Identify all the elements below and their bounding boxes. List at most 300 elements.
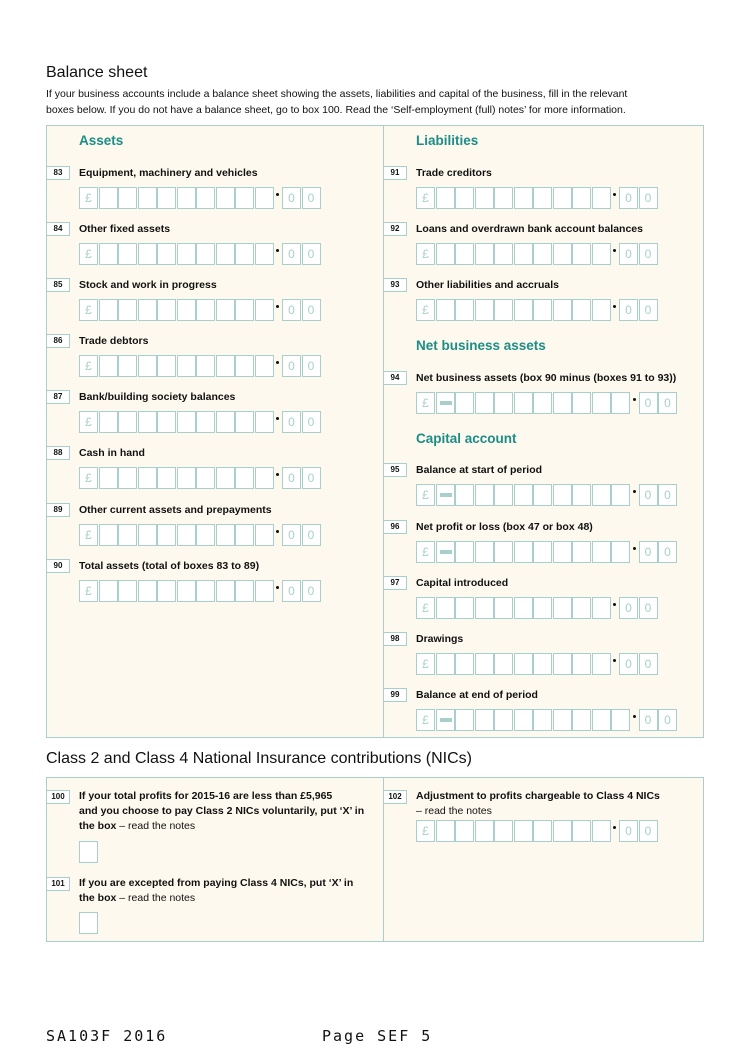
box-number-102: 102 xyxy=(383,790,407,804)
pence-box: 0 xyxy=(282,411,301,433)
pence-box: 0 xyxy=(282,299,301,321)
page-number: Page SEF 5 xyxy=(322,1027,433,1045)
pence-box: 0 xyxy=(302,467,321,489)
pound-digit-box[interactable] xyxy=(553,541,572,563)
field-84 xyxy=(46,222,356,272)
pound-digit-box[interactable] xyxy=(533,187,552,209)
pound-digit-box[interactable] xyxy=(436,243,455,265)
pound-digit-box[interactable] xyxy=(592,392,611,414)
pound-digit-box[interactable] xyxy=(611,484,630,506)
decimal-point-icon xyxy=(276,586,279,589)
currency-symbol-box: £ xyxy=(79,243,98,265)
currency-symbol-box: £ xyxy=(79,187,98,209)
minus-sign-icon xyxy=(440,493,452,497)
pound-digit-box[interactable] xyxy=(196,580,215,602)
pound-digit-box[interactable] xyxy=(533,484,552,506)
pound-digit-box[interactable] xyxy=(494,187,513,209)
pound-digit-box[interactable] xyxy=(592,187,611,209)
pound-digit-box[interactable] xyxy=(553,709,572,731)
pence-box: 0 xyxy=(619,299,638,321)
currency-symbol-box: £ xyxy=(416,187,435,209)
pence-box: 0 xyxy=(302,411,321,433)
pound-digit-box[interactable] xyxy=(475,243,494,265)
field-98 xyxy=(383,632,693,682)
question-102-line-2: – read the notes xyxy=(416,805,492,817)
pound-digit-box[interactable] xyxy=(255,580,274,602)
pound-digit-box[interactable] xyxy=(436,187,455,209)
pound-digit-box[interactable] xyxy=(572,187,591,209)
pound-digit-box[interactable] xyxy=(611,392,630,414)
pound-digit-box[interactable] xyxy=(553,820,572,842)
minus-sign-box[interactable] xyxy=(436,484,455,506)
pound-digit-box[interactable] xyxy=(235,411,254,433)
pence-box: 0 xyxy=(619,597,638,619)
pence-box: 0 xyxy=(658,709,677,731)
pound-digit-box[interactable] xyxy=(99,524,118,546)
box-number-101: 101 xyxy=(46,877,70,891)
pound-digit-box[interactable] xyxy=(177,580,196,602)
pound-digit-box[interactable] xyxy=(177,524,196,546)
question-100-line-3 xyxy=(79,819,364,834)
pound-digit-box[interactable] xyxy=(216,411,235,433)
pound-digit-box[interactable] xyxy=(455,541,474,563)
pound-digit-box[interactable] xyxy=(216,243,235,265)
pound-digit-box[interactable] xyxy=(177,243,196,265)
pound-digit-box[interactable] xyxy=(235,187,254,209)
pound-digit-box[interactable] xyxy=(255,524,274,546)
pence-box: 0 xyxy=(658,541,677,563)
pound-digit-box[interactable] xyxy=(455,653,474,675)
minus-sign-box[interactable] xyxy=(436,541,455,563)
pound-digit-box[interactable] xyxy=(118,299,137,321)
pound-digit-box[interactable] xyxy=(235,467,254,489)
pound-digit-box[interactable] xyxy=(533,709,552,731)
pound-digit-box[interactable] xyxy=(533,392,552,414)
field-99 xyxy=(383,688,693,738)
pound-digit-box[interactable] xyxy=(196,299,215,321)
pence-box: 0 xyxy=(282,580,301,602)
pound-digit-box[interactable] xyxy=(118,355,137,377)
pound-digit-box[interactable] xyxy=(572,541,591,563)
pound-digit-box[interactable] xyxy=(592,299,611,321)
field-102-amount xyxy=(383,806,693,846)
currency-symbol-box: £ xyxy=(79,580,98,602)
pound-digit-box[interactable] xyxy=(592,484,611,506)
pound-digit-box[interactable] xyxy=(177,355,196,377)
pound-digit-box[interactable] xyxy=(196,467,215,489)
pound-digit-box[interactable] xyxy=(436,820,455,842)
pound-digit-box[interactable] xyxy=(455,187,474,209)
box-number: 93 xyxy=(383,278,407,292)
pound-digit-box[interactable] xyxy=(216,580,235,602)
pound-digit-box[interactable] xyxy=(118,187,137,209)
question-100-bold: the box xyxy=(79,820,117,832)
box-number: 89 xyxy=(46,503,70,517)
pence-box: 0 xyxy=(282,355,301,377)
field-label: Net profit or loss (box 47 or box 48) xyxy=(416,521,593,533)
pound-digit-box[interactable] xyxy=(475,597,494,619)
pound-digit-box[interactable] xyxy=(138,243,157,265)
pound-digit-box[interactable] xyxy=(235,355,254,377)
field-96 xyxy=(383,520,693,570)
pence-box: 0 xyxy=(639,392,658,414)
currency-symbol-box: £ xyxy=(416,243,435,265)
pound-digit-box[interactable] xyxy=(572,243,591,265)
pound-digit-box[interactable] xyxy=(157,187,176,209)
pence-box: 0 xyxy=(302,524,321,546)
pound-digit-box[interactable] xyxy=(514,597,533,619)
currency-symbol-box: £ xyxy=(79,355,98,377)
pence-box: 0 xyxy=(619,243,638,265)
net-business-assets-heading: Net business assets xyxy=(416,338,546,353)
pound-digit-box[interactable] xyxy=(553,299,572,321)
pound-digit-box[interactable] xyxy=(216,467,235,489)
pound-digit-box[interactable] xyxy=(177,299,196,321)
pound-digit-box[interactable] xyxy=(475,820,494,842)
decimal-point-icon xyxy=(613,193,616,196)
box-number: 83 xyxy=(46,166,70,180)
pound-digit-box[interactable] xyxy=(255,467,274,489)
nics-title: Class 2 and Class 4 National Insurance contributions (NICs) xyxy=(46,750,472,767)
pound-digit-box[interactable] xyxy=(177,187,196,209)
pound-digit-box[interactable] xyxy=(514,709,533,731)
pound-digit-box[interactable] xyxy=(553,243,572,265)
decimal-point-icon xyxy=(633,715,636,718)
pound-digit-box[interactable] xyxy=(475,299,494,321)
pound-digit-box[interactable] xyxy=(553,653,572,675)
pound-digit-box[interactable] xyxy=(216,355,235,377)
pound-digit-box[interactable] xyxy=(455,299,474,321)
pound-digit-box[interactable] xyxy=(475,653,494,675)
currency-symbol-box: £ xyxy=(416,541,435,563)
pound-digit-box[interactable] xyxy=(533,541,552,563)
box-number: 88 xyxy=(46,446,70,460)
field-95 xyxy=(383,463,693,513)
field-91 xyxy=(383,166,693,216)
field-86 xyxy=(46,334,356,384)
pound-digit-box[interactable] xyxy=(455,709,474,731)
pound-digit-box[interactable] xyxy=(235,243,254,265)
pound-digit-box[interactable] xyxy=(138,299,157,321)
pound-digit-box[interactable] xyxy=(99,411,118,433)
pound-digit-box[interactable] xyxy=(553,484,572,506)
pound-digit-box[interactable] xyxy=(553,392,572,414)
pound-digit-box[interactable] xyxy=(157,411,176,433)
pound-digit-box[interactable] xyxy=(533,597,552,619)
pound-digit-box[interactable] xyxy=(455,243,474,265)
pound-digit-box[interactable] xyxy=(157,467,176,489)
pound-digit-box[interactable] xyxy=(592,541,611,563)
pence-box: 0 xyxy=(639,597,658,619)
field-89 xyxy=(46,503,356,553)
pound-digit-box[interactable] xyxy=(436,653,455,675)
box-number: 95 xyxy=(383,463,407,477)
pence-box: 0 xyxy=(282,243,301,265)
currency-symbol-box: £ xyxy=(416,597,435,619)
pound-digit-box[interactable] xyxy=(157,580,176,602)
field-label: Other liabilities and accruals xyxy=(416,279,559,291)
pence-box: 0 xyxy=(302,187,321,209)
pound-digit-box[interactable] xyxy=(494,484,513,506)
pound-digit-box[interactable] xyxy=(514,187,533,209)
field-label: Drawings xyxy=(416,633,464,645)
pound-digit-box[interactable] xyxy=(572,299,591,321)
pound-digit-box[interactable] xyxy=(99,467,118,489)
pound-digit-box[interactable] xyxy=(475,392,494,414)
field-label: Trade creditors xyxy=(416,167,492,179)
currency-symbol-box: £ xyxy=(79,299,98,321)
pence-box: 0 xyxy=(658,484,677,506)
currency-symbol-box: £ xyxy=(79,467,98,489)
pound-digit-box[interactable] xyxy=(514,392,533,414)
pound-digit-box[interactable] xyxy=(455,820,474,842)
pence-box: 0 xyxy=(658,392,677,414)
decimal-point-icon xyxy=(633,398,636,401)
pound-digit-box[interactable] xyxy=(138,411,157,433)
pence-box: 0 xyxy=(282,187,301,209)
pound-digit-box[interactable] xyxy=(475,187,494,209)
balance-sheet-intro xyxy=(46,86,706,118)
pound-digit-box[interactable] xyxy=(157,524,176,546)
pound-digit-box[interactable] xyxy=(592,653,611,675)
decimal-point-icon xyxy=(613,305,616,308)
pound-digit-box[interactable] xyxy=(99,243,118,265)
currency-symbol-box: £ xyxy=(416,820,435,842)
field-94 xyxy=(383,371,693,421)
question-100-notes: – read the notes xyxy=(116,820,196,832)
box-number: 91 xyxy=(383,166,407,180)
pence-box: 0 xyxy=(302,580,321,602)
pence-box: 0 xyxy=(639,484,658,506)
field-label: Other current assets and prepayments xyxy=(79,504,272,516)
pound-digit-box[interactable] xyxy=(255,411,274,433)
pound-digit-box[interactable] xyxy=(553,187,572,209)
pound-digit-box[interactable] xyxy=(592,597,611,619)
box-number: 90 xyxy=(46,559,70,573)
decimal-point-icon xyxy=(613,659,616,662)
pound-digit-box[interactable] xyxy=(99,187,118,209)
pound-digit-box[interactable] xyxy=(235,580,254,602)
question-102-line-1: Adjustment to profits chargeable to Class 4 NICs xyxy=(416,790,660,802)
pound-digit-box[interactable] xyxy=(533,820,552,842)
pound-digit-box[interactable] xyxy=(196,243,215,265)
field-label: Loans and overdrawn bank account balances xyxy=(416,223,643,235)
pound-digit-box[interactable] xyxy=(553,597,572,619)
pound-digit-box[interactable] xyxy=(475,541,494,563)
box-number: 85 xyxy=(46,278,70,292)
pence-box: 0 xyxy=(639,541,658,563)
assets-heading: Assets xyxy=(79,133,124,148)
pound-digit-box[interactable] xyxy=(216,187,235,209)
pence-box: 0 xyxy=(639,187,658,209)
pound-digit-box[interactable] xyxy=(611,541,630,563)
pound-digit-box[interactable] xyxy=(533,243,552,265)
pound-digit-box[interactable] xyxy=(494,597,513,619)
pound-digit-box[interactable] xyxy=(196,524,215,546)
pound-digit-box[interactable] xyxy=(255,187,274,209)
currency-symbol-box: £ xyxy=(416,653,435,675)
pound-digit-box[interactable] xyxy=(592,820,611,842)
pound-digit-box[interactable] xyxy=(118,411,137,433)
pound-digit-box[interactable] xyxy=(157,355,176,377)
minus-sign-box[interactable] xyxy=(436,392,455,414)
pound-digit-box[interactable] xyxy=(255,243,274,265)
pound-digit-box[interactable] xyxy=(255,355,274,377)
pound-digit-box[interactable] xyxy=(494,392,513,414)
class-2-voluntary-checkbox[interactable] xyxy=(79,841,98,863)
pound-digit-box[interactable] xyxy=(494,709,513,731)
pound-digit-box[interactable] xyxy=(196,355,215,377)
field-label: Capital introduced xyxy=(416,577,509,589)
box-number: 99 xyxy=(383,688,407,702)
field-label: Balance at start of period xyxy=(416,464,543,476)
pound-digit-box[interactable] xyxy=(514,299,533,321)
pound-digit-box[interactable] xyxy=(494,243,513,265)
pound-digit-box[interactable] xyxy=(138,467,157,489)
minus-sign-box[interactable] xyxy=(436,709,455,731)
pound-digit-box[interactable] xyxy=(436,597,455,619)
decimal-point-icon xyxy=(276,193,279,196)
pound-digit-box[interactable] xyxy=(592,243,611,265)
pound-digit-box[interactable] xyxy=(572,484,591,506)
pound-digit-box[interactable] xyxy=(455,392,474,414)
pound-digit-box[interactable] xyxy=(514,484,533,506)
capital-account-heading: Capital account xyxy=(416,431,517,446)
pound-digit-box[interactable] xyxy=(533,653,552,675)
pound-digit-box[interactable] xyxy=(592,709,611,731)
decimal-point-icon xyxy=(613,249,616,252)
field-label: Equipment, machinery and vehicles xyxy=(79,167,258,179)
minus-sign-icon xyxy=(440,718,452,722)
balance-sheet-title: Balance sheet xyxy=(46,64,148,81)
pound-digit-box[interactable] xyxy=(235,299,254,321)
pence-box: 0 xyxy=(302,355,321,377)
pound-digit-box[interactable] xyxy=(494,299,513,321)
field-label: Balance at end of period xyxy=(416,689,538,701)
decimal-point-icon xyxy=(276,249,279,252)
pound-digit-box[interactable] xyxy=(138,355,157,377)
class-4-excepted-checkbox[interactable] xyxy=(79,912,98,934)
question-101-notes: – read the notes xyxy=(116,892,196,904)
pound-digit-box[interactable] xyxy=(572,597,591,619)
field-97 xyxy=(383,576,693,626)
pound-digit-box[interactable] xyxy=(255,299,274,321)
pence-box: 0 xyxy=(639,243,658,265)
pound-digit-box[interactable] xyxy=(514,653,533,675)
pence-box: 0 xyxy=(639,709,658,731)
pence-box: 0 xyxy=(639,299,658,321)
decimal-point-icon xyxy=(633,547,636,550)
currency-symbol-box: £ xyxy=(416,484,435,506)
currency-symbol-box: £ xyxy=(416,392,435,414)
box-number: 96 xyxy=(383,520,407,534)
pence-box: 0 xyxy=(639,820,658,842)
decimal-point-icon xyxy=(276,305,279,308)
form-code: SA103F 2016 xyxy=(46,1027,168,1045)
pound-digit-box[interactable] xyxy=(436,299,455,321)
field-label: Bank/building society balances xyxy=(79,391,236,403)
pound-digit-box[interactable] xyxy=(177,411,196,433)
currency-symbol-box: £ xyxy=(79,411,98,433)
pound-digit-box[interactable] xyxy=(494,541,513,563)
pound-digit-box[interactable] xyxy=(494,653,513,675)
intro-line-1: If your business accounts include a balance sheet showing the assets, liabilities and capital of the business, fill in the relevant xyxy=(46,88,628,100)
pound-digit-box[interactable] xyxy=(572,653,591,675)
pound-digit-box[interactable] xyxy=(138,580,157,602)
liabilities-heading: Liabilities xyxy=(416,133,479,148)
pound-digit-box[interactable] xyxy=(118,580,137,602)
box-number: 84 xyxy=(46,222,70,236)
pound-digit-box[interactable] xyxy=(157,299,176,321)
box-number: 94 xyxy=(383,371,407,385)
field-85 xyxy=(46,278,356,328)
pound-digit-box[interactable] xyxy=(99,355,118,377)
pound-digit-box[interactable] xyxy=(455,597,474,619)
pound-digit-box[interactable] xyxy=(99,580,118,602)
decimal-point-icon xyxy=(633,490,636,493)
pence-box: 0 xyxy=(619,187,638,209)
question-100-line-1: If your total profits for 2015-16 are less than £5,965 xyxy=(79,790,333,802)
decimal-point-icon xyxy=(613,826,616,829)
pound-digit-box[interactable] xyxy=(494,820,513,842)
pound-digit-box[interactable] xyxy=(118,467,137,489)
pound-digit-box[interactable] xyxy=(514,820,533,842)
decimal-point-icon xyxy=(276,530,279,533)
decimal-point-icon xyxy=(276,473,279,476)
pound-digit-box[interactable] xyxy=(572,392,591,414)
pence-box: 0 xyxy=(282,467,301,489)
pound-digit-box[interactable] xyxy=(533,299,552,321)
minus-sign-icon xyxy=(440,401,452,405)
question-101-bold: the box xyxy=(79,892,117,904)
pound-digit-box[interactable] xyxy=(138,187,157,209)
field-label: Other fixed assets xyxy=(79,223,171,235)
pound-digit-box[interactable] xyxy=(118,524,137,546)
pound-digit-box[interactable] xyxy=(216,524,235,546)
pound-digit-box[interactable] xyxy=(177,467,196,489)
pound-digit-box[interactable] xyxy=(572,820,591,842)
pound-digit-box[interactable] xyxy=(235,524,254,546)
pound-digit-box[interactable] xyxy=(475,484,494,506)
pound-digit-box[interactable] xyxy=(455,484,474,506)
pound-digit-box[interactable] xyxy=(196,187,215,209)
field-87 xyxy=(46,390,356,440)
decimal-point-icon xyxy=(276,361,279,364)
question-101-line-1: If you are excepted from paying Class 4 NICs, put ‘X’ in xyxy=(79,877,354,889)
pound-digit-box[interactable] xyxy=(99,299,118,321)
pound-digit-box[interactable] xyxy=(611,709,630,731)
pound-digit-box[interactable] xyxy=(196,411,215,433)
pound-digit-box[interactable] xyxy=(118,243,137,265)
pound-digit-box[interactable] xyxy=(475,709,494,731)
currency-symbol-box: £ xyxy=(416,299,435,321)
field-label: Stock and work in progress xyxy=(79,279,217,291)
field-label: Total assets (total of boxes 83 to 89) xyxy=(79,560,260,572)
question-100-line-2: and you choose to pay Class 2 NICs voluntarily, put ‘X’ in xyxy=(79,805,365,817)
pound-digit-box[interactable] xyxy=(514,541,533,563)
pound-digit-box[interactable] xyxy=(216,299,235,321)
box-number: 97 xyxy=(383,576,407,590)
pound-digit-box[interactable] xyxy=(157,243,176,265)
field-90 xyxy=(46,559,356,609)
pound-digit-box[interactable] xyxy=(572,709,591,731)
pound-digit-box[interactable] xyxy=(514,243,533,265)
pence-box: 0 xyxy=(282,524,301,546)
decimal-point-icon xyxy=(276,417,279,420)
pound-digit-box[interactable] xyxy=(138,524,157,546)
box-number-100: 100 xyxy=(46,790,70,804)
field-88 xyxy=(46,446,356,496)
